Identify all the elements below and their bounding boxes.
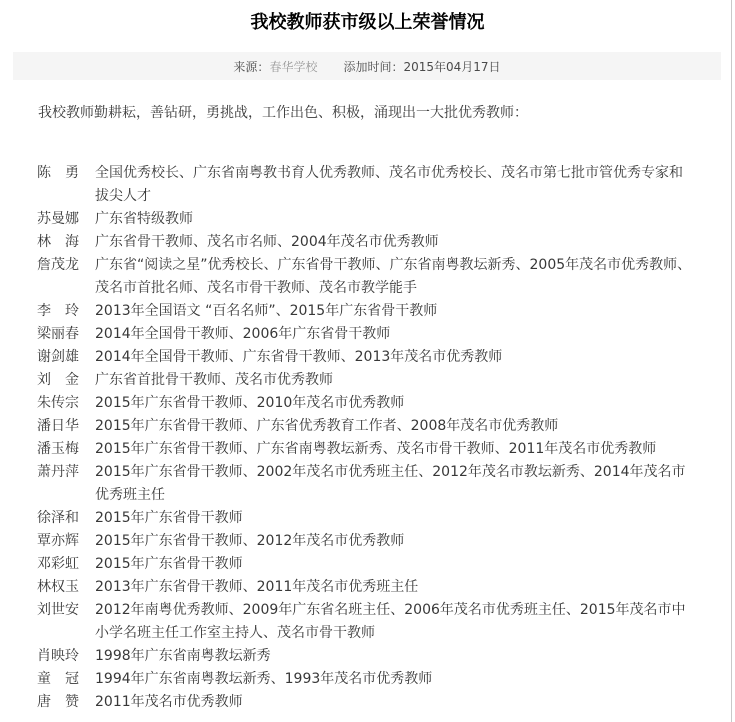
teacher-row: [0, 599, 735, 645]
teacher-honors: 广东省骨干教师、茂名市名师、2004年茂名市优秀教师: [95, 234, 439, 250]
teacher-name: 童 冠: [37, 671, 79, 687]
teacher-name: 潘玉梅: [37, 441, 79, 457]
meta-time-label: 添加时间：: [343, 59, 404, 74]
teacher-row: [0, 162, 735, 208]
teacher-row: [0, 668, 735, 691]
teacher-name: 刘世安: [37, 602, 79, 618]
teacher-honors: 2012年南粤优秀教师、2009年广东省名班主任、2006年茂名市优秀班主任、2015年茂名市中小学名班主任工作室主持人、茂名市骨干教师: [95, 602, 686, 641]
teacher-row: [0, 300, 735, 323]
teacher-honors: 广东省首批骨干教师、茂名市优秀教师: [95, 372, 333, 388]
teacher-row: [0, 576, 735, 599]
teacher-name: 肖映玲: [37, 648, 79, 664]
teacher-row: [0, 691, 735, 714]
teacher-row: [0, 323, 735, 346]
teacher-honors: 广东省“阅读之星”优秀校长、广东省骨干教师、广东省南粤教坛新秀、2005年茂名市优秀教师、茂名市首批名师、茂名市骨干教师、茂名市教学能手: [95, 257, 692, 296]
teacher-honors: 全国优秀校长、广东省南粤教书育人优秀教师、茂名市优秀校长、茂名市第七批市管优秀专家和拔尖人才: [95, 165, 683, 204]
teacher-row: [0, 507, 735, 530]
teacher-name: 萧丹萍: [37, 464, 79, 480]
teacher-name: 谢剑雄: [37, 349, 79, 365]
meta-source-value: 春华学校: [269, 59, 318, 74]
teacher-honors: 2013年广东省骨干教师、2011年茂名市优秀班主任: [95, 579, 419, 595]
teacher-row: [0, 254, 735, 300]
teacher-honors: 2015年广东省骨干教师: [95, 510, 243, 526]
teacher-honors: 2015年广东省骨干教师、2010年茂名市优秀教师: [95, 395, 405, 411]
teacher-honors: 2015年广东省骨干教师、广东省优秀教育工作者、2008年茂名市优秀教师: [95, 418, 559, 434]
teacher-honors: 广东省特级教师: [95, 211, 193, 227]
teacher-honors: 2015年广东省骨干教师、2012年茂名市优秀教师: [95, 533, 405, 549]
teacher-honors: 2015年广东省骨干教师、2002年茂名市优秀班主任、2012年茂名市教坛新秀、2014年茂名市优秀班主任: [95, 464, 686, 503]
teacher-row: [0, 645, 735, 668]
teacher-name: 徐泽和: [37, 510, 79, 526]
teacher-row: [0, 392, 735, 415]
teacher-honors: 2015年广东省骨干教师、广东省南粤教坛新秀、茂名市骨干教师、2011年茂名市优秀教师: [95, 441, 657, 457]
teacher-name: 邓彩虹: [37, 556, 79, 572]
teacher-name: 潘日华: [37, 418, 79, 434]
teacher-honors: 1994年广东省南粤教坛新秀、1993年茂名市优秀教师: [95, 671, 433, 687]
teacher-name: 李 玲: [37, 303, 79, 319]
teacher-honors: 2014年全国骨干教师、2006年广东省骨干教师: [95, 326, 391, 342]
meta-time-value: 2015年04月17日: [403, 59, 501, 74]
teacher-name: 詹茂龙: [37, 257, 79, 273]
teacher-row: [0, 415, 735, 438]
page-title: 我校教师获市级以上荣誉情况: [250, 12, 485, 33]
teacher-row: [0, 438, 735, 461]
teacher-name: 陈 勇: [37, 165, 79, 181]
teacher-name: 苏曼娜: [37, 211, 79, 227]
meta-source-label: 来源：: [233, 59, 270, 74]
teacher-name: 刘 金: [37, 372, 79, 388]
teacher-honors: 2013年全国语文 “百名名师”、2015年广东省骨干教师: [95, 303, 438, 319]
teacher-list: [0, 162, 735, 714]
teacher-honors: 2015年广东省骨干教师: [95, 556, 243, 572]
teacher-name: 林 海: [37, 234, 79, 250]
teacher-honors: 1998年广东省南粤教坛新秀: [95, 648, 271, 664]
meta-bar: [13, 52, 721, 80]
page-right-border: [731, 0, 732, 722]
teacher-name: 梁丽春: [37, 326, 79, 342]
teacher-name: 朱传宗: [37, 395, 79, 411]
intro-paragraph: 我校教师勤耕耘，善钻研，勇挑战，工作出色、积极，涌现出一大批优秀教师：: [38, 105, 528, 121]
teacher-honors: 2011年茂名市优秀教师: [95, 694, 243, 710]
teacher-name: 林权玉: [37, 579, 79, 595]
teacher-row: [0, 369, 735, 392]
teacher-row: [0, 461, 735, 507]
teacher-honors: 2014年全国骨干教师、广东省骨干教师、2013年茂名市优秀教师: [95, 349, 503, 365]
teacher-row: [0, 346, 735, 369]
teacher-name: 覃亦辉: [37, 533, 79, 549]
teacher-name: 唐 赞: [37, 694, 79, 710]
teacher-row: [0, 208, 735, 231]
teacher-row: [0, 553, 735, 576]
teacher-row: [0, 231, 735, 254]
teacher-row: [0, 530, 735, 553]
